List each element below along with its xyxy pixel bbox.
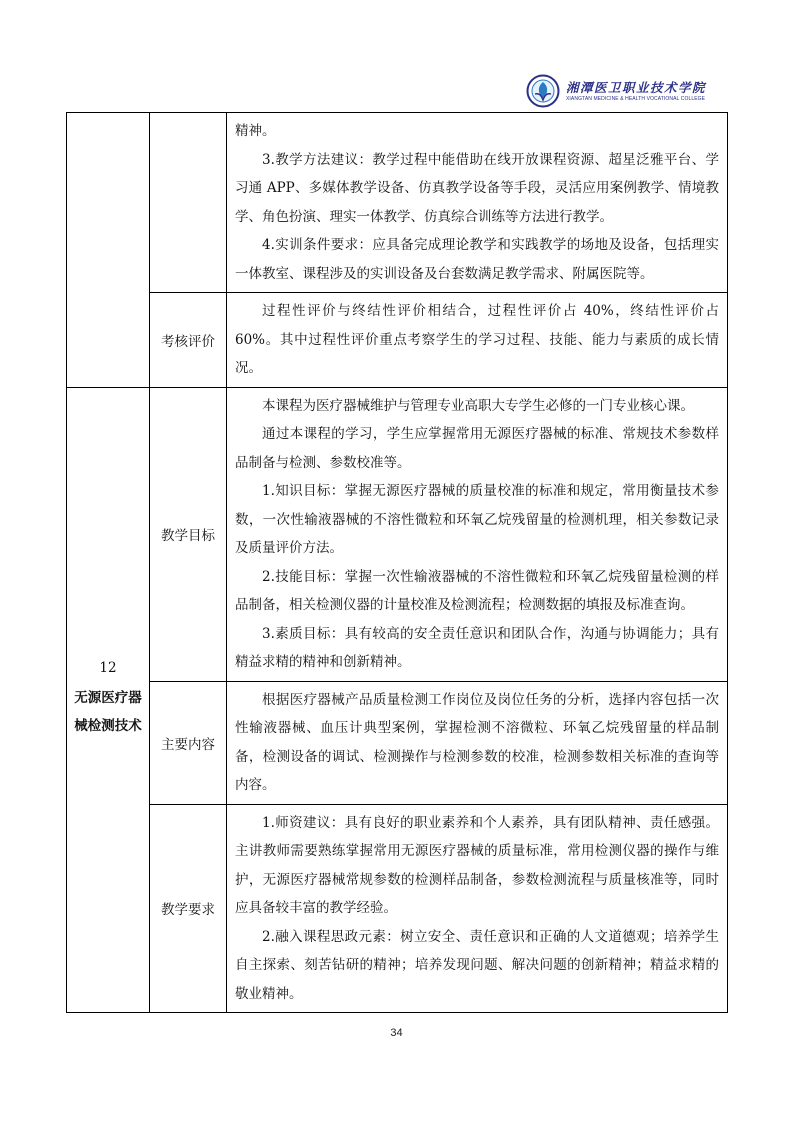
prev-req-paragraph: 4.实训条件要求：应具备完成理论教学和实践教学的场地及设备，包括理实一体教室、课程涉及的实训设备及台套数满足教学需求、附属医院等。 [235, 237, 719, 282]
prev-assessment-row [67, 293, 728, 388]
course-table [66, 112, 728, 1013]
assessment-text: 过程性评价与终结性评价相结合，过程性评价占 40%，终结性评价占 60%。其中过程性评价重点考察学生的学习过程、技能、能力与素质的成长情况。 [235, 303, 719, 376]
prev-req-paragraph: 3.教学方法建议：教学过程中能借助在线开放课程资源、超星泛雅平台、学习通 APP、多媒体教学设备、仿真教学设备等手段，灵活应用案例教学、情境教学、角色扮演、理实一体教学、仿真综合训练等方法进行教学。 [235, 151, 719, 225]
objective-paragraph: 本课程为医疗器械维护与管理专业高职大专学生必修的一门专业核心课。 [262, 397, 694, 414]
requirement-paragraph: 2.融入课程思政元素：树立安全、责任意识和正确的人文道德观；培养学生自主探索、刻苦钻研的精神；培养发现问题、解决问题的创新精神；精益求精的敬业精神。 [235, 928, 719, 1002]
objective-paragraph: 2.技能目标：掌握一次性输液器械的不溶性微粒和环氧乙烷残留量检测的样品制备，相关检测仪器的计量校准及检测流程；检测数据的填报及标准查询。 [235, 568, 719, 613]
course-number: 12 [99, 659, 117, 676]
objective-paragraph: 通过本课程的学习，学生应掌握常用无源医疗器械的标准、常规技术参数样品制备与检测、参数校准等。 [235, 426, 719, 471]
requirements-content [227, 804, 728, 1013]
objective-paragraph: 1.知识目标：掌握无源医疗器械的质量校准的标准和规定，常用衡量技术参数，一次性输液器械的不溶性微粒和环氧乙烷残留量的检测机理，相关参数记录及质量评价方法。 [235, 483, 719, 556]
prev-teaching-req-row [67, 113, 728, 293]
course-requirements-row [67, 804, 728, 1013]
school-emblem-icon [526, 74, 560, 108]
prev-course-cell [67, 113, 150, 388]
prev-teaching-req-content [227, 113, 728, 293]
objective-paragraph: 3.素质目标：具有较高的安全责任意识和团队合作，沟通与协调能力；具有精益求精的精神和创新精神。 [235, 625, 719, 670]
requirements-label: 教学要求 [150, 804, 227, 1013]
requirement-paragraph: 1.师资建议：具有良好的职业素养和个人素养，具有团队精神、责任感强。主讲教师需要熟练掌握常用无源医疗器械的质量标准，常用检测仪器的操作与维护，无源医疗器械常规参数的检测样品制备，参数检测流程与质量核准等，同时应具备较丰富的教学经验。 [235, 814, 719, 916]
school-name-cn: 湘潭医卫职业技术学院 [566, 79, 707, 95]
course-content-row [67, 681, 728, 804]
assessment-label: 考核评价 [150, 293, 227, 388]
objectives-content [227, 387, 728, 681]
school-logo [526, 72, 726, 110]
course-name: 无源医疗器械检测技术 [74, 689, 142, 734]
content-text: 根据医疗器械产品质量检测工作岗位及岗位任务的分析，选择内容包括一次性输液器械、血压计典型案例，掌握检测不溶微粒、环氧乙烷残留量的样品制备，检测设备的调试、检测操作与检测参数的校准，检测参数相关标准的查询等内容。 [235, 691, 719, 793]
prev-req-paragraph: 精神。 [235, 123, 276, 139]
course-objectives-row [67, 387, 728, 681]
page-number: 34 [390, 1027, 403, 1039]
school-name-en: XIANGTAN MEDICINE & HEALTH VOCATIONAL COLLEGE [566, 95, 706, 102]
main-content [227, 681, 728, 804]
prev-teaching-req-label-cell [150, 113, 227, 293]
course-id-cell [67, 387, 150, 1013]
objectives-label: 教学目标 [150, 387, 227, 681]
assessment-content [227, 293, 728, 388]
content-label: 主要内容 [150, 681, 227, 804]
